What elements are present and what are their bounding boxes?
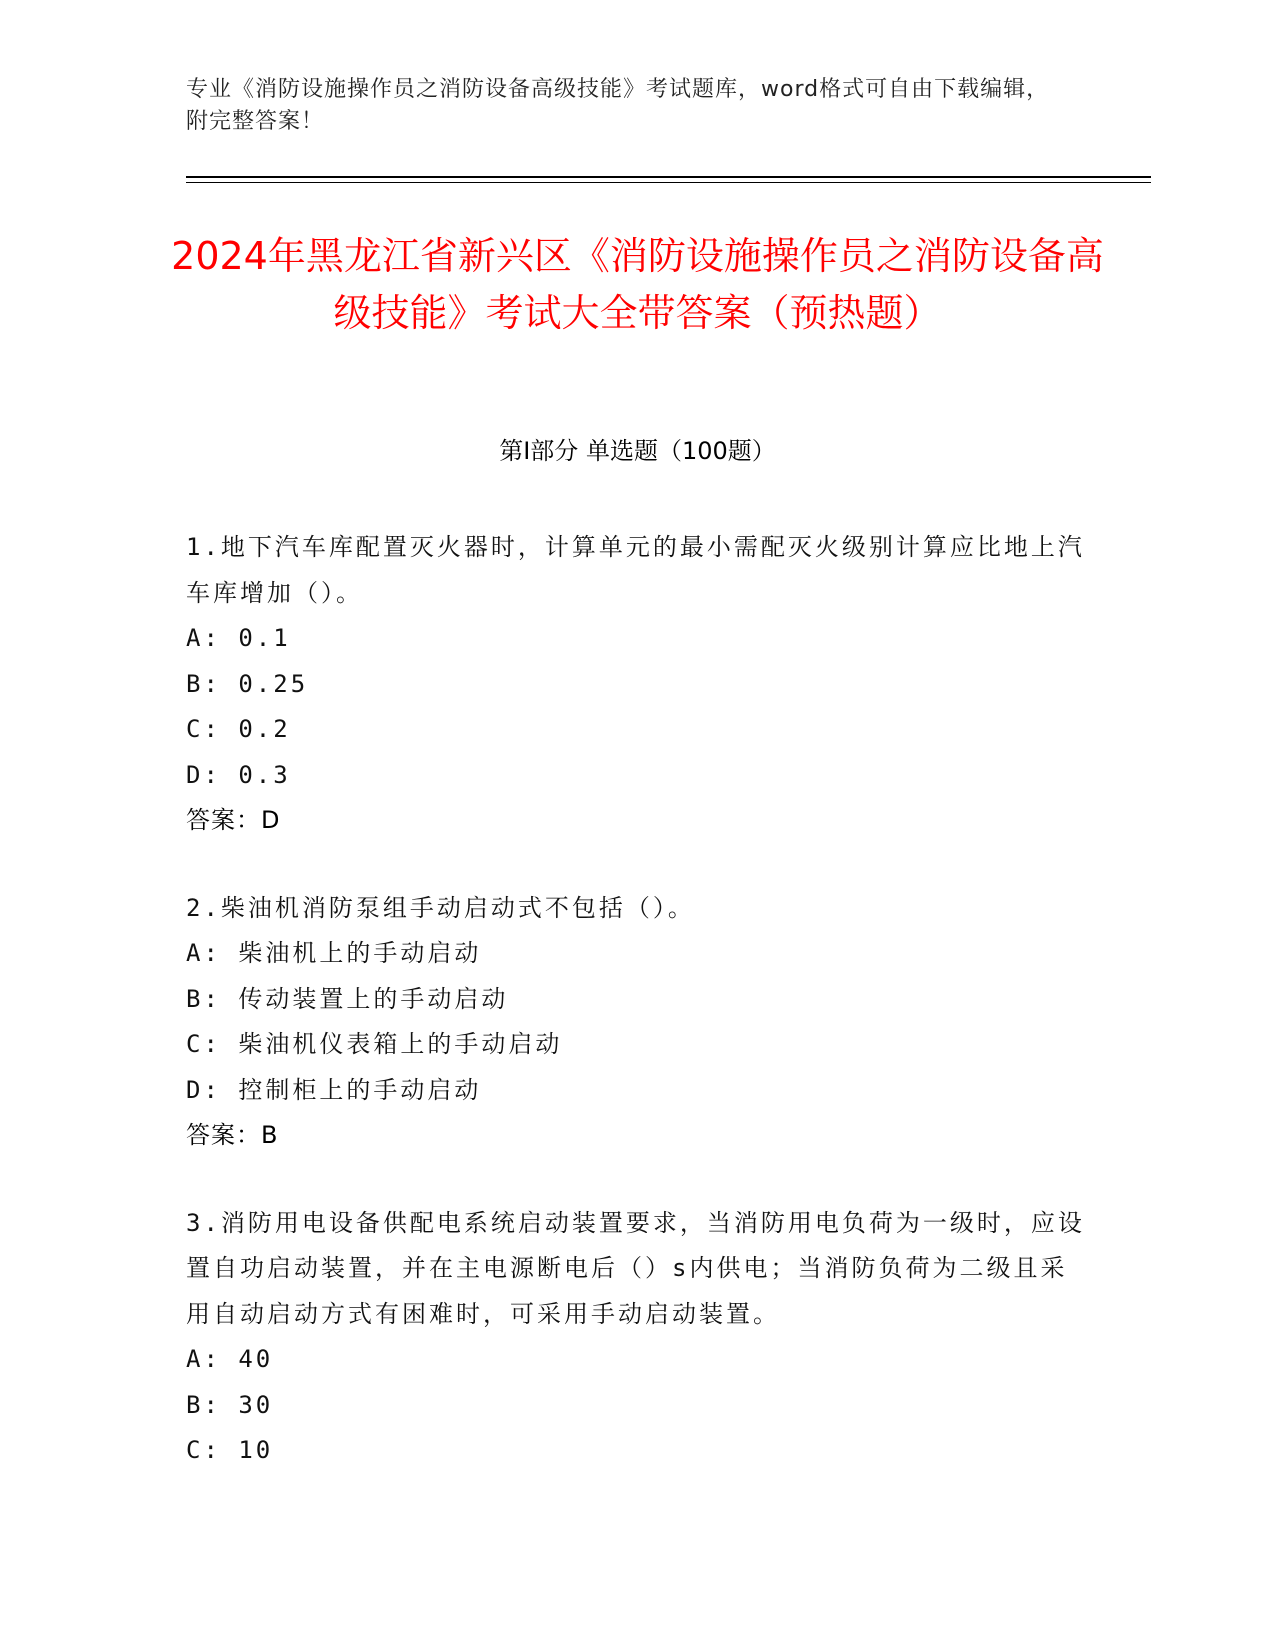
option-a: A: 柴油机上的手动启动: [186, 939, 482, 967]
header-rule-thick: [186, 176, 1151, 178]
option-d: D: 控制柜上的手动启动: [186, 1075, 482, 1104]
option-b: B: 传动装置上的手动启动: [186, 984, 509, 1013]
option-b: B: 0.25: [186, 669, 309, 698]
question-stem: 1.地下汽车库配置灭火器时，计算单元的最小需配灭火级别计算应比地上汽车库增加（）。: [186, 533, 1085, 607]
question-stem: 3.消防用电设备供配电系统启动装置要求，当消防用电负荷为一级时，应设置自功启动装置，并在主电源断电后（）s内供电；当消防负荷为二级且采用自动启动方式有困难时，可采用手动启动装置。: [186, 1208, 1085, 1328]
option-b: B: 30: [186, 1390, 274, 1419]
header-note: 专业《消防设施操作员之消防设备高级技能》考试题库，word格式可自由下载编辑，附完整答案！: [186, 77, 1050, 134]
option-c: C: 0.2: [186, 715, 291, 743]
option-d: D: 0.3: [186, 760, 291, 789]
option-c: C: 柴油机仪表箱上的手动启动: [186, 1030, 563, 1058]
option-a: A: 40: [186, 1345, 274, 1373]
answer: 答案：B: [186, 1121, 279, 1149]
question-1: [186, 525, 1086, 844]
question-2: [186, 886, 1086, 1159]
document-title: 2024年黑龙江省新兴区《消防设施操作员之消防设备高级技能》考试大全带答案（预热题）: [171, 234, 1104, 335]
section-heading: 第I部分 单选题（100题）: [499, 437, 776, 465]
question-stem: 2.柴油机消防泵组手动启动式不包括（）。: [186, 893, 695, 922]
option-c: C: 10: [186, 1436, 274, 1464]
question-list: [186, 525, 1086, 1516]
answer: 答案：D: [186, 806, 281, 834]
header-rule-thin: [186, 182, 1151, 183]
question-3: [186, 1201, 1086, 1474]
option-a: A: 0.1: [186, 624, 291, 652]
